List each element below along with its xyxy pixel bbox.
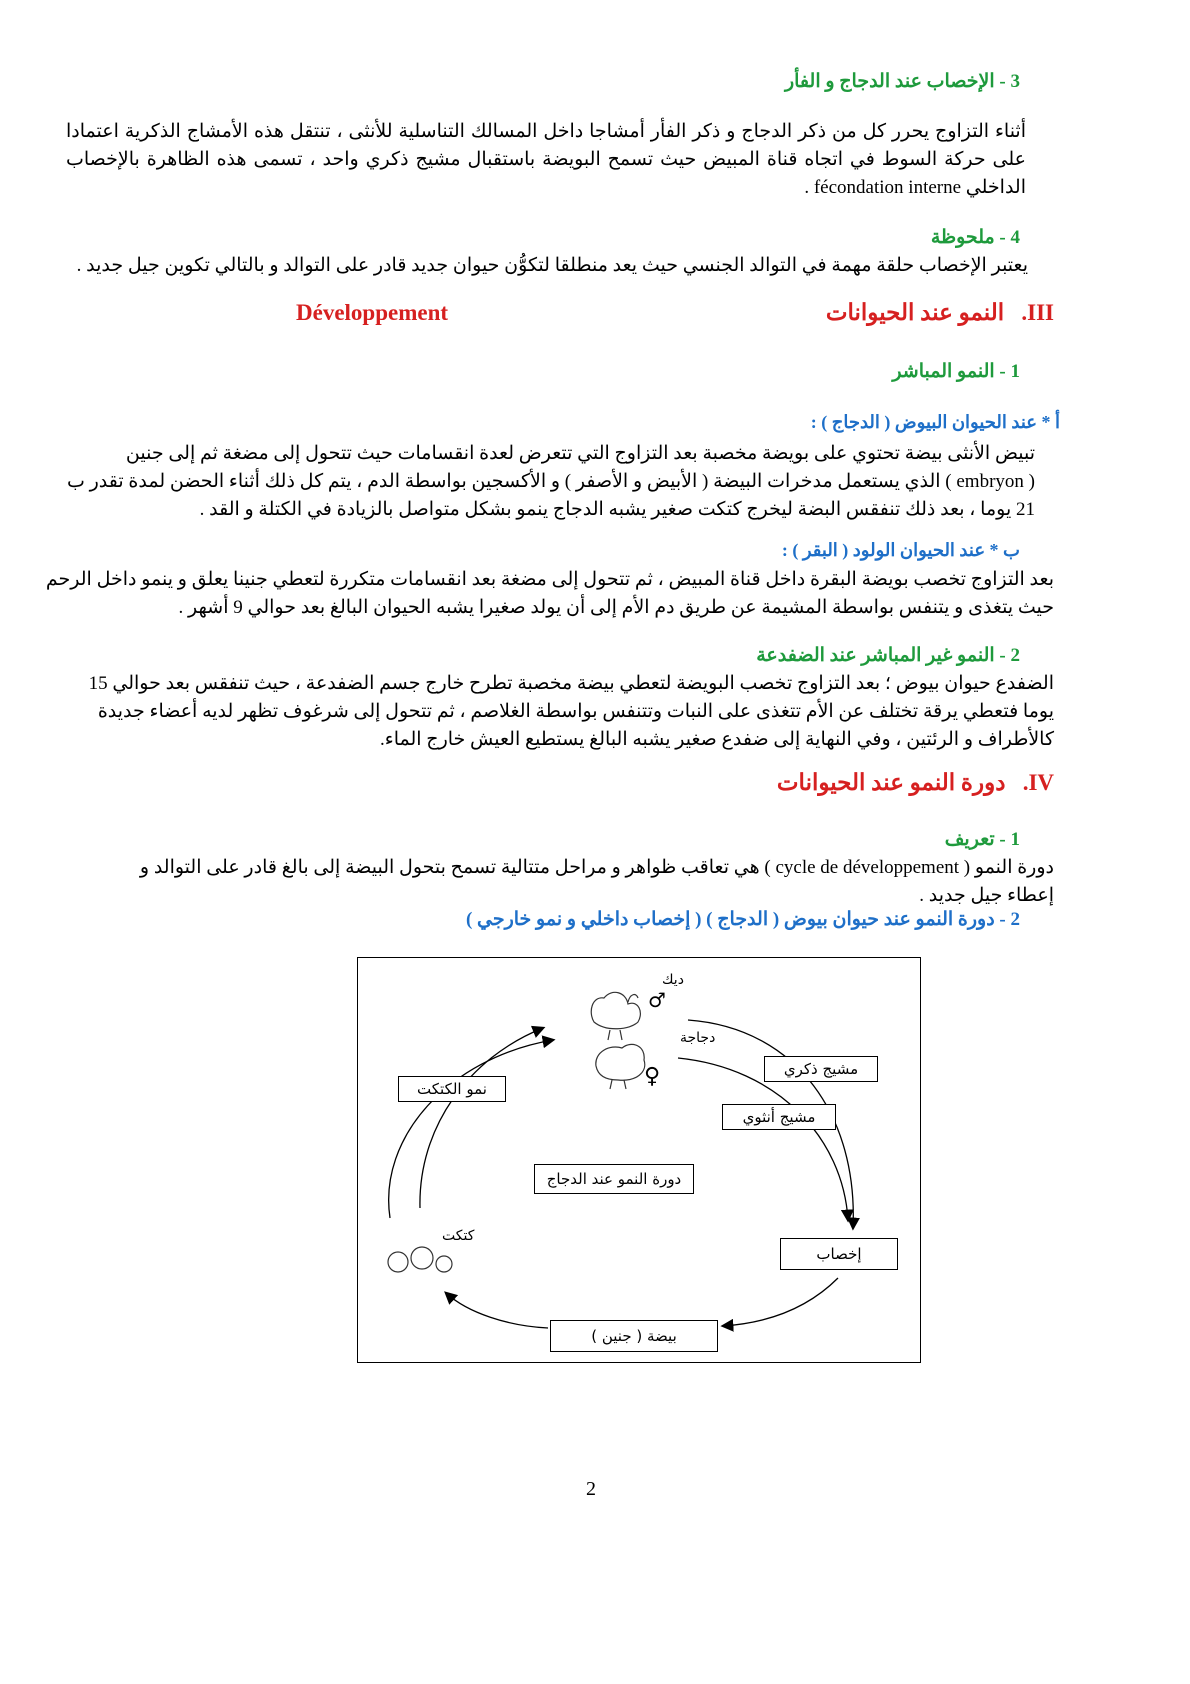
frog-line-3: كالأطراف و الرئتين ، وفي النهاية إلى ضفدع صغير يشبه البالغ يستطيع العيش خارج الماء. [380, 729, 1054, 750]
subsection-4-2-number: 2 - [999, 909, 1020, 930]
section-4-heading [931, 226, 1020, 249]
part-3-number: III. [1021, 300, 1054, 325]
female-symbol: ♀ [644, 1064, 661, 1089]
oviparous-line-2: ( embryon ) الذي يستعمل مدخرات البيضة ( الأبيض و الأصفر ) و الأكسجين بواسطة الدم ، يتم كل ذلك أثناء الحضن لمدة تقدر ب [66, 471, 1035, 492]
subsection-4-2-heading [466, 908, 1020, 931]
cycle-center-box: دورة النمو عند الدجاج [534, 1164, 694, 1194]
egg-embryo-box: بيضة ( جنين ) [550, 1320, 718, 1352]
subsection-3-2-heading [756, 644, 1020, 667]
male-symbol: ♂ [648, 988, 666, 1012]
arrow-egg-to-chicks [446, 1293, 548, 1328]
arrow-hen-to-fertilization [678, 1058, 848, 1220]
hen-label: دجاجة [680, 1030, 716, 1046]
part-3-title: النمو عند الحيوانات [825, 300, 1005, 325]
arrow-fertilization-to-egg [723, 1278, 838, 1326]
subsection-4-1-heading [945, 828, 1020, 851]
subsection-3-2-title: النمو غير المباشر عند الضفدعة [756, 645, 995, 666]
viviparous-line-1: بعد التزاوج تخصب بويضة البقرة داخل قناة المبيض ، ثم تتحول إلى مضغة بعد انقسامات متكررة لتعطي جنينا يعلق و ينمو داخل الرحم [45, 569, 1054, 590]
part-4-number: IV. [1022, 770, 1054, 795]
development-cycle-diagram [357, 957, 921, 1363]
frog-line-2: يوما فتعطي يرقة تختلف عن الأم تتغذى على النبات وتتنفس بواسطة الغلاصم ، ثم تتحول إلى شرغوف تظهر لديه أعضاء جديدة [97, 701, 1054, 722]
definition-line-1: دورة النمو ( cycle de développement ) هي تعاقب ظواهر و مراحل متتالية تسمح بتحول البيضة إلى بالغ قادر على التوالد و [139, 857, 1054, 878]
fertilization-box: إخصاب [780, 1238, 898, 1270]
female-gamete-box: مشيج أنثوي [722, 1104, 836, 1130]
subsection-3-2-number: 2 - [999, 645, 1020, 666]
part-4-heading [777, 770, 1054, 796]
viviparous-heading: ب * عند الحيوان الولود ( البقر ) : [781, 540, 1020, 560]
subsection-3-1-number: 1 - [999, 361, 1020, 382]
definition-line-2: إعطاء جيل جديد . [919, 885, 1054, 906]
section-4-title: ملحوظة [930, 227, 995, 248]
part-4-title: دورة النمو عند الحيوانات [776, 770, 1006, 795]
section-3-title: الإخصاب عند الدجاج و الفأر [784, 71, 995, 92]
subsection-4-1-title: تعريف [944, 829, 995, 850]
part-3-heading [826, 300, 1054, 326]
section-4-paragraph: يعتبر الإخصاب حلقة مهمة في التوالد الجنسي حيث يعد منطلقا لتكوُّن حيوان جديد قادر على التوالد و بالتالي تكوين جيل جديد . [76, 255, 1028, 276]
rooster-icon [582, 982, 652, 1042]
frog-line-1: الضفدع حيوان بيوض ؛ بعد التزاوج تخصب البويضة لتعطي بيضة مخصبة تطرح خارج جسم الضفدعة ، حيث تنفقس بعد حوالي 15 [88, 673, 1054, 694]
subsection-3-1-heading [892, 360, 1020, 383]
oviparous-line-1: تبيض الأنثى بيضة تحتوي على بويضة مخصبة بعد التزاوج التي تتعرض لعدة انقسامات حيث تتحول إلى مضغة ثم إلى جنين [125, 443, 1035, 464]
subsection-3-1-title: النمو المباشر [892, 361, 995, 382]
subsection-4-1-number: 1 - [999, 829, 1020, 850]
section-4-number: 4 - [999, 227, 1020, 248]
subsection-4-2-title: دورة النمو عند حيوان بيوض ( الدجاج ) ( إخصاب داخلي و نمو خارجي ) [465, 909, 995, 930]
section-3-number: 3 - [999, 71, 1020, 92]
arrow-chicks-to-adults [389, 1040, 553, 1218]
oviparous-line-3: 21 يوما ، بعد ذلك تنفقس البضة ليخرج كتكت صغير يشبه الدجاج ينمو بشكل متواصل بالزيادة في الكتلة و القد . [199, 499, 1035, 520]
viviparous-line-2: حيث يتغذى و يتنفس بواسطة المشيمة عن طريق دم الأم إلى أن يولد صغيرا يشبه الحيوان البالغ بعد حوالي 9 أشهر . [178, 597, 1054, 618]
male-gamete-box: مشيج ذكري [764, 1056, 878, 1082]
part-3-french-title: Développement [296, 300, 449, 325]
chick-growth-box: نمو الكتكت [398, 1076, 506, 1102]
page-number: 2 [586, 1478, 596, 1500]
chicks-label: كتكت [442, 1228, 475, 1244]
arrow-chick-growth [420, 1028, 543, 1208]
section-3-heading [785, 70, 1020, 93]
section-3-paragraph: أثناء التزاوج يحرر كل من ذكر الدجاج و ذكر الفأر أمشاجا داخل المسالك التناسلية للأنثى ، تنتقل هذه الأمشاج الذكرية اعتمادا على حركة السوط في اتجاه قناة المبيض حيث تسمح البويضة باستقبال مشيج ذكري واحد ، تسمى هذه الظاهرة بالإخصاب الداخلي fécondation interne . [66, 121, 1026, 198]
rooster-label: ديك [662, 972, 684, 988]
oviparous-heading: أ * عند الحيوان البيوض ( الدجاج ) : [810, 412, 1060, 432]
